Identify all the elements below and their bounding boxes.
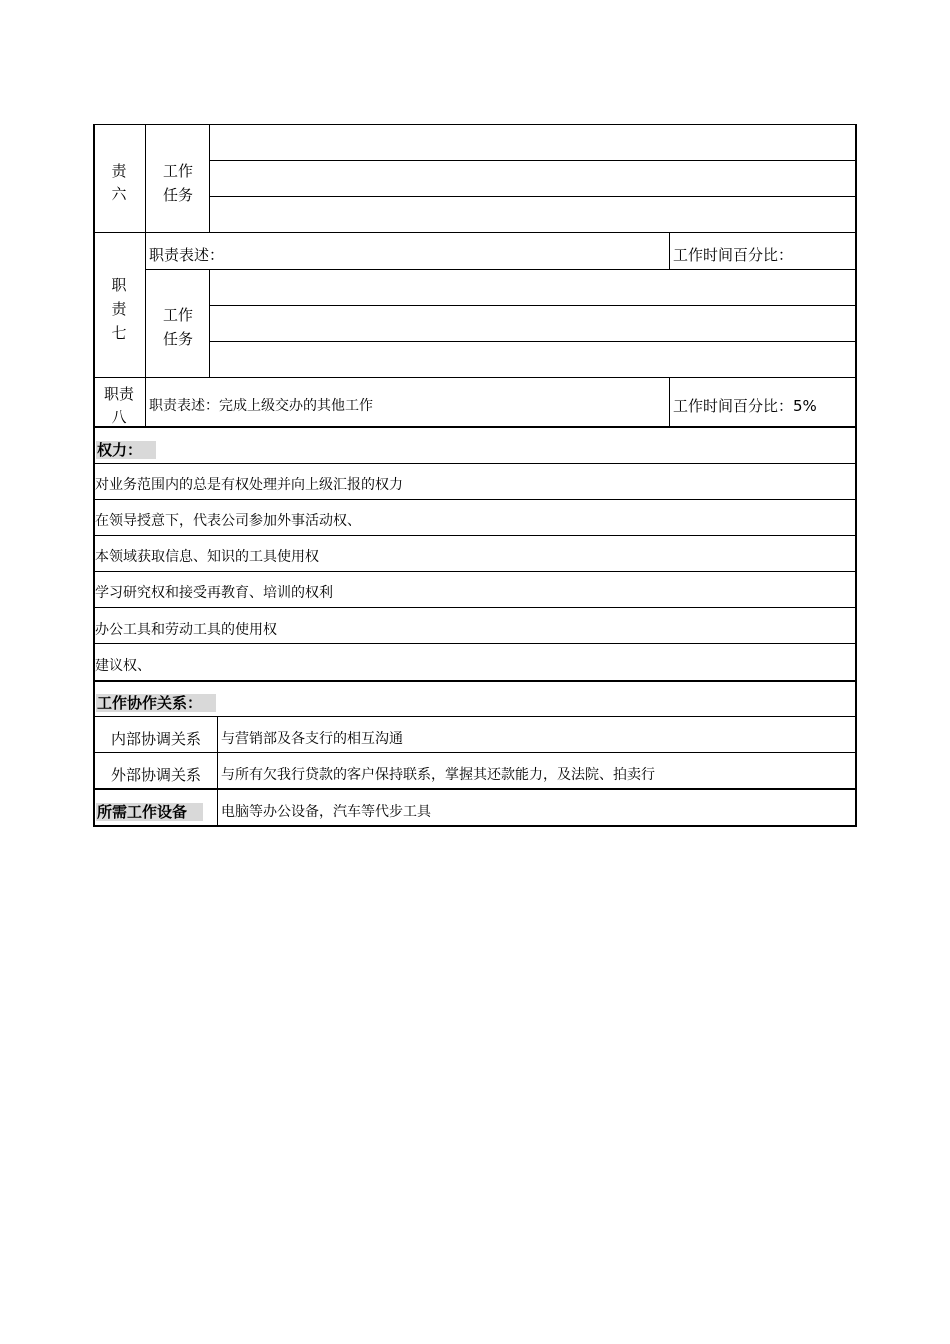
authority-item: 在领导授意下，代表公司参加外事活动权、 [95, 513, 361, 529]
duty8-label-top: 职责 [103, 385, 134, 403]
row-line [93, 607, 857, 608]
duty6-label-top: 责 [111, 162, 127, 180]
external-relations-value: 与所有欠我行贷款的客户保持联系，掌握其还款能力，及法院、拍卖行 [221, 767, 655, 783]
row-line [93, 463, 857, 464]
pct-divider [669, 378, 670, 427]
row-line [93, 716, 857, 717]
external-relations-label: 外部协调关系 [110, 766, 201, 784]
equipment-value: 电脑等办公设备，汽车等代步工具 [221, 804, 431, 820]
section-border [93, 788, 857, 790]
authority-item: 对业务范围内的总是有权处理并向上级汇报的权力 [95, 477, 403, 493]
authority-item: 建议权、 [95, 658, 151, 674]
equipment-label: 所需工作设备 [96, 803, 203, 821]
duty6-task-label-line1: 工作 [162, 162, 193, 180]
duty7-task-label-line1: 工作 [162, 306, 193, 324]
duty8-desc: 职责表述：完成上级交办的其他工作 [149, 398, 373, 414]
internal-relations-value: 与营销部及各支行的相互沟通 [221, 731, 403, 747]
row-line [209, 160, 855, 161]
duty8-pct: 工作时间百分比：5% [673, 397, 817, 415]
duty7-pct-label: 工作时间百分比： [673, 246, 794, 264]
row-line [209, 196, 855, 197]
authority-title: 权力： [96, 441, 156, 459]
row-line [93, 377, 857, 378]
row-line [93, 499, 857, 500]
section-border [93, 680, 857, 682]
table-top-border [93, 124, 857, 125]
duty7-label-2: 责 [111, 300, 127, 318]
row-line [93, 643, 857, 644]
duty8-label-bottom: 八 [111, 408, 127, 426]
row-line [145, 269, 855, 270]
label-divider [217, 717, 218, 827]
row-line [209, 305, 855, 306]
duty7-desc-label: 职责表述： [149, 246, 225, 264]
duty7-task-label-line2: 任务 [162, 330, 193, 348]
authority-item: 学习研究权和接受再教育、培训的权利 [95, 585, 333, 601]
task-label-divider [209, 270, 210, 378]
table-right-border [855, 124, 857, 827]
authority-item: 本领域获取信息、知识的工具使用权 [95, 549, 319, 565]
row-line [93, 535, 857, 536]
authority-item: 办公工具和劳动工具的使用权 [95, 622, 277, 638]
pct-divider [669, 233, 670, 269]
section-border [93, 426, 857, 428]
row-line [93, 752, 857, 753]
duty7-label-3: 七 [111, 324, 127, 342]
row-line [93, 571, 857, 572]
duty6-task-label-line2: 任务 [162, 186, 193, 204]
row-line [209, 341, 855, 342]
relations-title: 工作协作关系： [96, 694, 216, 712]
duty6-label-bottom: 六 [111, 185, 127, 203]
internal-relations-label: 内部协调关系 [110, 730, 201, 748]
row-line [93, 232, 857, 233]
duty7-label-1: 职 [111, 276, 127, 294]
table-bottom-border [93, 825, 857, 827]
